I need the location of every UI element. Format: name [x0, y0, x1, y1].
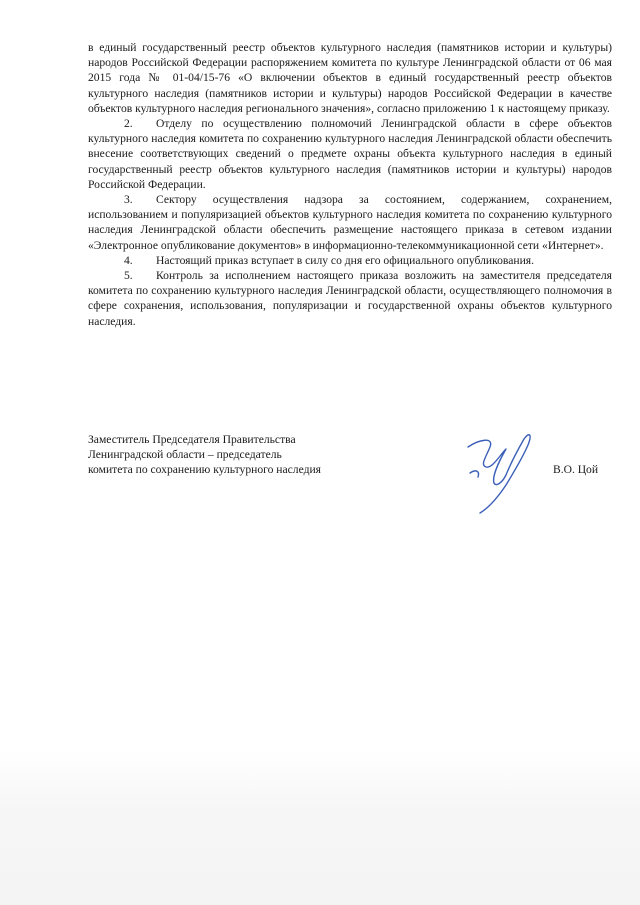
item-number: 4. [124, 253, 133, 267]
item-text: Контроль за исполнением настоящего приказа возложить на заместителя председателя комитета по сохранению культурного наследия Ленинградской области, осуществляющего полномочия в сфере сохранения, использования, популяризации и государственной охраны объектов культурного наследия. [88, 269, 612, 328]
list-item-5 [88, 268, 612, 329]
list-item-2 [88, 116, 612, 192]
scan-shading [0, 750, 640, 905]
signer-name: В.О. Цой [553, 463, 599, 476]
item-number: 5. [124, 269, 133, 283]
intro-paragraph: в единый государственный реестр объектов культурного наследия (памятников истории и культуры) народов Российской Федерации распоряжением комитета по культуре Ленинградской области от 06 мая 2015 года № 01-04/15-76 «О включении объектов в единый государственный реестр объектов культурного наследия (памятников истории и культуры) народов Российской Федерации в качестве объектов культурного наследия регионального значения», согласно приложению 1 к настоящему приказу. [88, 41, 612, 115]
list-item-3 [88, 192, 612, 253]
list-item-4 [88, 253, 612, 268]
item-text: Сектору осуществления надзора за состоянием, содержанием, сохранением, использованием и популяризацией объектов культурного наследия комитета по сохранению культурного наследия Ленинградской области обеспечить размещение настоящего приказа в сетевом издании «Электронное опубликование документов» в информационно-телекоммуникационной сети «Интернет». [88, 193, 612, 252]
item-text: Настоящий приказ вступает в силу со дня его официального опубликования. [156, 253, 535, 267]
document-body [88, 40, 612, 329]
signatory-title-line: Ленинградской области – председатель [88, 448, 282, 462]
signatory-title [88, 432, 321, 478]
signatory-title-line: комитета по сохранению культурного наследия [88, 463, 322, 477]
item-number: 3. [124, 193, 133, 207]
item-text: Отделу по осуществлению полномочий Ленинградской области в сфере объектов культурного наследия комитета по сохранению культурного наследия Ленинградской области обеспечить внесение соответствующих сведений о предмете охраны объекта культурного наследия в единый государственный реестр объектов культурного наследия (памятников истории и культуры) народов Российской Федерации. [88, 117, 612, 191]
handwritten-signature [450, 425, 550, 520]
item-number: 2. [124, 117, 133, 131]
signatory-title-line: Заместитель Председателя Правительства [88, 433, 296, 446]
